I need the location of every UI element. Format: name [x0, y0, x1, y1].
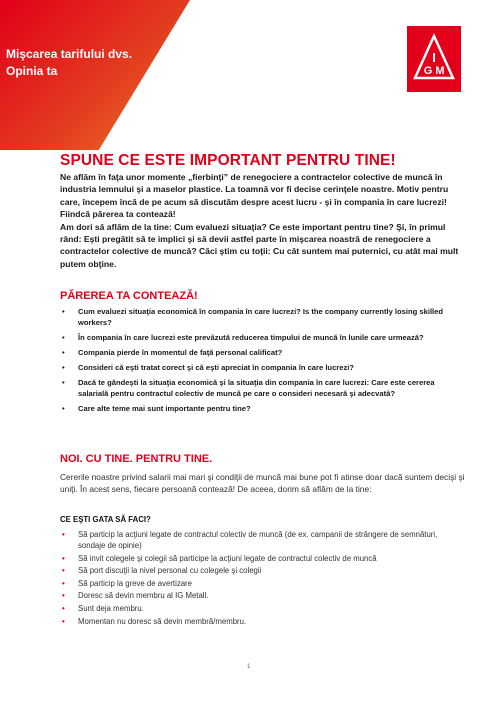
- list-item: • Să particip la greve de avertizare: [60, 578, 460, 589]
- list-item: • Dacă te gândeşti la situaţia economică şi la situaţia din compania în care lucrezi: Care este cererea salarială pentru contractul colectiv de muncă pe care o consideri necesară şi adecvată?: [60, 377, 460, 399]
- list-item: • Momentan nu doresc să devin membră/membru.: [60, 616, 460, 627]
- svg-text:M: M: [435, 65, 445, 77]
- section-heading-together: NOI. CU TINE. PENTRU TINE.: [60, 453, 213, 465]
- list-item: • În compania în care lucrezi este prevăzută reducerea timpului de muncă în lunile care urmează?: [60, 332, 460, 343]
- list-item: • Compania pierde în momentul de faţă personal calificat?: [60, 347, 460, 358]
- intro-paragraph-1: Ne aflăm în faţa unor momente „fierbinţi” de renegociere a contractelor colective de muncă în industria lemnului şi a maselor plastice. La toamnă vor fi decise cerinţele noastre. Motiv pentru care, începem încă de pe acum să discutăm despre acest lucru - şi în compania în care lucrezi! Fiindcă părerea ta contează!: [60, 172, 449, 220]
- subheading-ready: CE EŞTI GATA SĂ FACI?: [60, 515, 151, 524]
- banner-line-1: Mişcarea tarifului dvs.: [6, 47, 133, 61]
- ig-metall-logo-icon: [407, 26, 461, 92]
- page-number: 1: [247, 664, 251, 670]
- list-item: • Să particip la acţiuni legate de contractul colectiv de muncă (de ex. campanii de strângere de semnături, sondaje de opinie): [60, 529, 460, 551]
- banner-title: [6, 46, 132, 80]
- list-item: • Care alte teme mai sunt importante pentru tine?: [60, 403, 460, 414]
- section-paragraph: Cererile noastre privind salarii mai mari şi condiţii de muncă mai bune pot fi atinse doar dacă suntem decişi şi uniţi. În acest sens, fiecare persoană contează! De aceea, dorim să aflăm de la tine:: [60, 472, 465, 495]
- banner-line-2: Opinia ta: [6, 64, 58, 78]
- list-item: • Să invit colegele şi colegii să participe la acţiuni legate de contractul colectiv de muncă: [60, 553, 460, 564]
- intro-paragraph-2: Am dori să aflăm de la tine: Cum evaluezi situaţia? Ce este important pentru tine? Şi, în primul rând: Eşti pregătit să te implici şi să devii astfel parte în mişcarea noastră de renegociere a contractelor colective de muncă? Căci ştim cu toţii: Cu cât suntem mai puternici, cu atât mai mult putem obţine.: [60, 221, 459, 269]
- opinion-questions-list: [60, 306, 460, 418]
- section-heading-opinion: PĂREREA TA CONTEAZĂ!: [60, 290, 198, 302]
- list-item: • Sunt deja membru.: [60, 603, 460, 614]
- list-item: • Doresc să devin membru al IG Metall.: [60, 590, 460, 601]
- actions-list: [60, 529, 460, 628]
- list-item: • Cum evaluezi situaţia economică în compania în care lucrezi? Is the company currently losing skilled workers?: [60, 306, 460, 328]
- intro-text: [60, 171, 460, 270]
- svg-text:G: G: [423, 65, 433, 77]
- svg-text:I: I: [432, 50, 436, 65]
- list-item: • Să port discuţii la nivel personal cu colegele şi colegii: [60, 565, 460, 576]
- page-title: SPUNE CE ESTE IMPORTANT PENTRU TINE!: [60, 152, 396, 169]
- list-item: • Consideri că eşti tratat corect şi că eşti apreciat în compania în care lucrezi?: [60, 362, 460, 373]
